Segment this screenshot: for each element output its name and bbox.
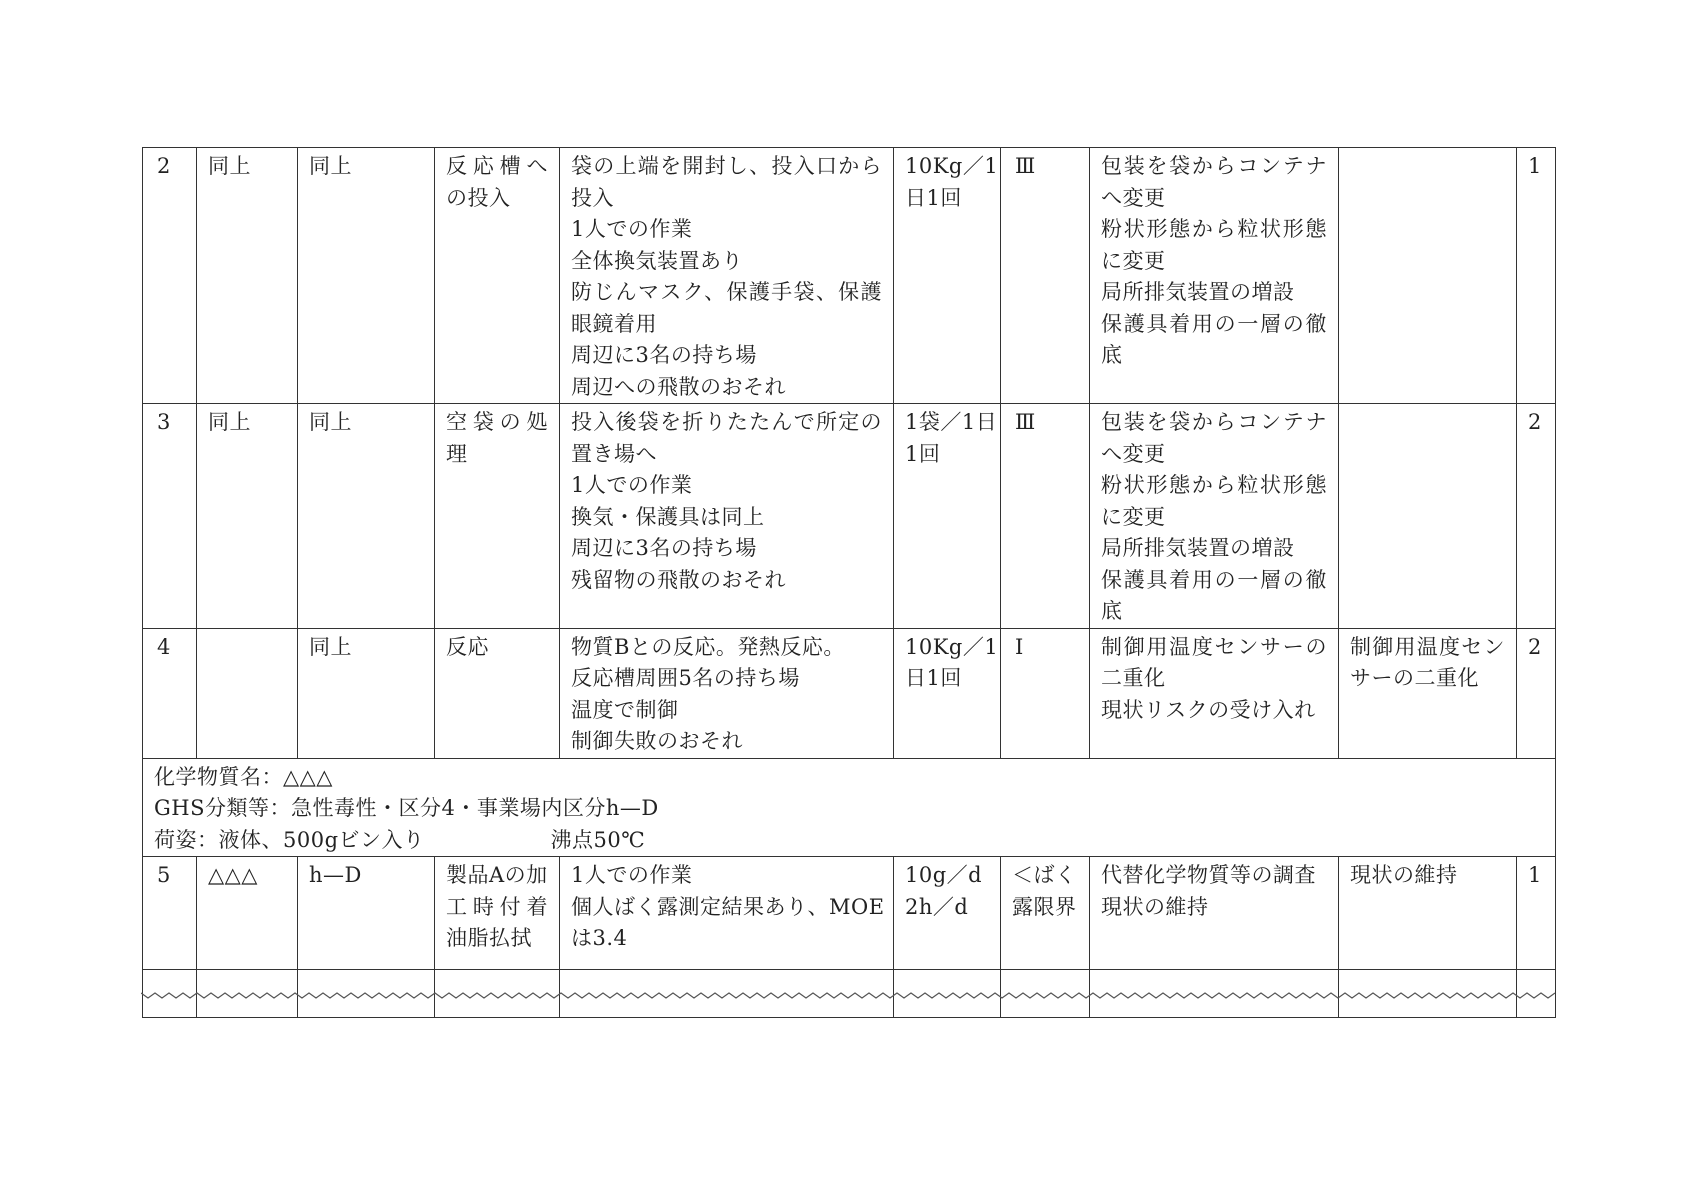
condition-line: 制御失敗のおそれ [571, 729, 743, 753]
packaging-text: 荷姿：液体、500gビン入り [154, 827, 425, 852]
measures-cell [1090, 404, 1339, 629]
condition-line: 反応槽周囲5名の持ち場 [571, 666, 800, 690]
torn-edge-line [141, 993, 1555, 998]
classification-cell: 同上 [298, 148, 435, 404]
condition-line: 換気・保護具は同上 [571, 504, 765, 529]
condition-line: は3.4 [571, 926, 628, 950]
condition-line: 個人ばく露測定結果あり、MOE [571, 894, 885, 919]
measure-line: へ変更 [1101, 441, 1166, 466]
amount-cell [894, 628, 1001, 758]
condition-line: 物質Bとの反応。発熱反応。 [571, 634, 845, 659]
measure-line: 保護具着用の一層の徹 [1101, 567, 1327, 592]
task-cell [435, 148, 560, 404]
risk-level-cell: Ⅲ [1001, 148, 1090, 404]
task-line: 反応 [446, 634, 489, 659]
risk-level-cell [1001, 857, 1090, 970]
amount-line: 1袋／1日 [905, 410, 998, 434]
adopted-measures-cell [1339, 404, 1517, 629]
condition-line: 1人での作業 [571, 863, 693, 887]
packaging-info [154, 825, 1544, 857]
risk-level-line: ＜ばく [1012, 863, 1077, 887]
adopted-line: 制御用温度セン [1350, 634, 1505, 659]
risk-level-line: 露限界 [1012, 894, 1077, 919]
condition-line: 残留物の飛散のおそれ [571, 567, 786, 592]
measure-line: 代替化学物質等の調査 [1101, 863, 1316, 887]
measures-cell [1090, 148, 1339, 404]
priority-cell: 1 [1517, 148, 1556, 404]
condition-line: 周辺への飛散のおそれ [571, 374, 786, 399]
adopted-line: サーの二重化 [1350, 666, 1479, 690]
task-line: 空袋の処 [446, 410, 548, 434]
substance-cell [197, 628, 298, 758]
conditions-cell [560, 857, 894, 970]
adopted-measures-cell [1339, 148, 1517, 404]
measure-line: に変更 [1101, 248, 1166, 273]
condition-line: 置き場へ [571, 441, 657, 466]
measure-line: 現状リスクの受け入れ [1101, 697, 1316, 722]
boiling-point: 沸点50℃ [550, 827, 646, 852]
amount-line: 10Kg／1 [905, 634, 999, 659]
priority-cell: 1 [1517, 857, 1556, 970]
measure-line: 局所排気装置の増設 [1101, 536, 1295, 560]
table-row [143, 857, 1556, 970]
measure-line: 粉状形態から粒状形態 [1101, 473, 1327, 497]
risk-level-cell: Ⅰ [1001, 628, 1090, 758]
amount-line: 2h／d [905, 894, 969, 919]
measures-cell [1090, 857, 1339, 970]
table-row [143, 404, 1556, 629]
adopted-line: 現状の維持 [1350, 863, 1458, 887]
task-cell [435, 857, 560, 970]
amount-line: 日1回 [905, 666, 962, 690]
measures-cell [1090, 628, 1339, 758]
amount-line: 1回 [905, 441, 941, 466]
measure-line: 制御用温度センサーの [1101, 634, 1327, 659]
measure-line: 保護具着用の一層の徹 [1101, 311, 1327, 336]
condition-line: 1人での作業 [571, 217, 693, 241]
amount-cell [894, 404, 1001, 629]
torn-edge-divider [141, 990, 1557, 1004]
measure-line: 底 [1101, 343, 1123, 367]
condition-line: 防じんマスク、保護手袋、保護 [571, 280, 882, 304]
row-number: 3 [143, 404, 197, 629]
amount-cell [894, 148, 1001, 404]
amount-line: 日1回 [905, 185, 962, 210]
condition-line: 1人での作業 [571, 473, 693, 497]
measure-line: 包装を袋からコンテナ [1101, 410, 1327, 434]
condition-line: 投入後袋を折りたたんで所定の [571, 410, 882, 434]
conditions-cell [560, 404, 894, 629]
adopted-measures-cell [1339, 628, 1517, 758]
condition-line: 投入 [571, 185, 614, 210]
task-line: 理 [446, 441, 468, 466]
task-line: 製品Aの加 [446, 863, 548, 887]
condition-line: 周辺に3名の持ち場 [571, 536, 757, 560]
table-row [143, 628, 1556, 758]
substance-cell: 同上 [197, 404, 298, 629]
task-line: の投入 [446, 185, 511, 210]
task-line: 油脂払拭 [446, 926, 532, 950]
ghs-classification: GHS分類等：急性毒性・区分4・事業場内区分h—D [154, 796, 659, 820]
conditions-cell [560, 148, 894, 404]
row-number: 4 [143, 628, 197, 758]
condition-line: 袋の上端を開封し、投入口から [571, 154, 882, 178]
chemical-info-row [143, 758, 1556, 857]
amount-line: 10Kg／1 [905, 154, 999, 178]
adopted-measures-cell [1339, 857, 1517, 970]
condition-line: 眼鏡着用 [571, 311, 657, 336]
measure-line: 底 [1101, 599, 1123, 623]
risk-assessment-table [142, 147, 1556, 1018]
conditions-cell [560, 628, 894, 758]
condition-line: 全体換気装置あり [571, 248, 743, 273]
classification-cell: 同上 [298, 404, 435, 629]
task-cell [435, 404, 560, 629]
classification-cell: h—D [298, 857, 435, 970]
condition-line: 温度で制御 [571, 697, 679, 722]
measure-line: 現状の維持 [1101, 894, 1209, 919]
measure-line: 二重化 [1101, 666, 1166, 690]
risk-level-cell: Ⅲ [1001, 404, 1090, 629]
task-line: 反応槽へ [446, 154, 548, 178]
measure-line: へ変更 [1101, 185, 1166, 210]
chemical-info-cell [143, 758, 1556, 857]
measure-line: 包装を袋からコンテナ [1101, 154, 1327, 178]
amount-cell [894, 857, 1001, 970]
priority-cell: 2 [1517, 404, 1556, 629]
substance-cell: 同上 [197, 148, 298, 404]
classification-cell: 同上 [298, 628, 435, 758]
priority-cell: 2 [1517, 628, 1556, 758]
measure-line: 局所排気装置の増設 [1101, 280, 1295, 304]
row-number: 5 [143, 857, 197, 970]
measure-line: に変更 [1101, 504, 1166, 529]
measure-line: 粉状形態から粒状形態 [1101, 217, 1327, 241]
table-row [143, 148, 1556, 404]
chemical-name: 化学物質名：△△△ [154, 764, 333, 789]
task-line: 工時付着 [446, 894, 548, 919]
amount-line: 10g／d [905, 863, 983, 887]
row-number: 2 [143, 148, 197, 404]
substance-cell: △△△ [197, 857, 298, 970]
task-cell [435, 628, 560, 758]
condition-line: 周辺に3名の持ち場 [571, 343, 757, 367]
